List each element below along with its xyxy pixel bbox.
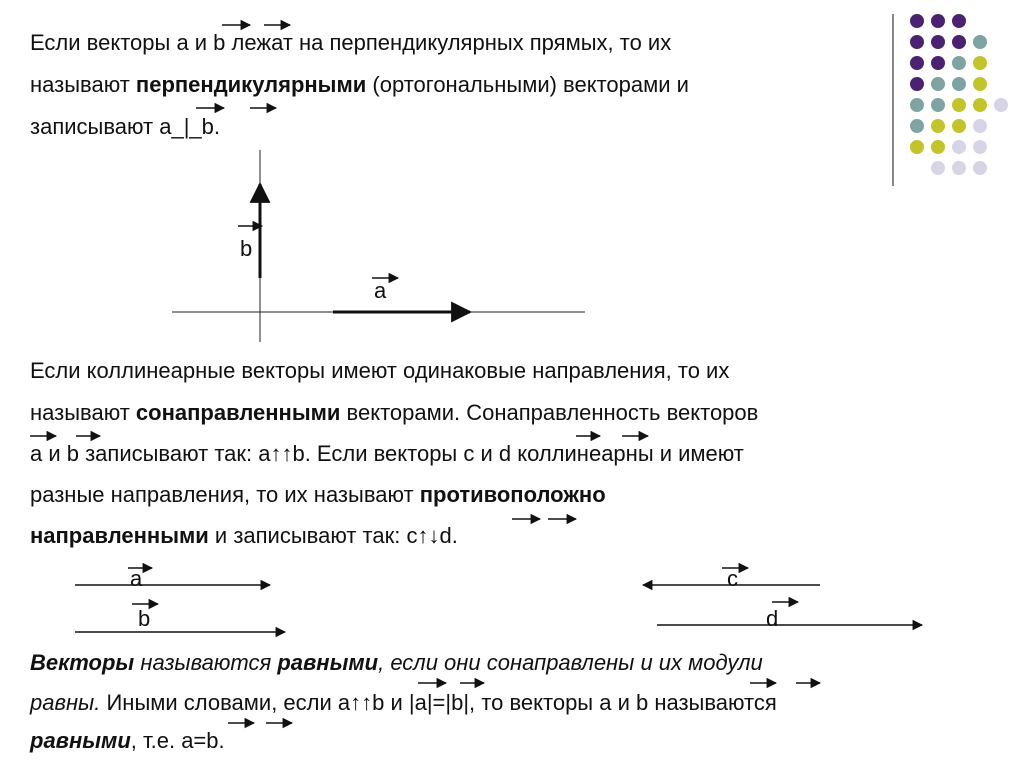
text: и записывают так: c↑↓d. <box>208 523 458 548</box>
text: разные направления, то их называют <box>30 482 420 507</box>
diagram1-label-a: a <box>374 278 387 303</box>
term-codirected: сонаправленными <box>135 400 341 425</box>
text: , если они сонаправлены и их модули <box>378 650 763 675</box>
text: называют <box>30 400 136 425</box>
diagram2-label-b: b <box>138 606 151 631</box>
term-vectors: Векторы <box>30 650 135 675</box>
text: векторами. Сонаправленность векторов <box>340 400 759 425</box>
text: , т.е. a=b. <box>130 728 225 753</box>
diagram2-label-a: a <box>130 566 143 591</box>
diagram1-label-b: b <box>240 236 253 261</box>
text: равны. <box>30 690 101 715</box>
overhead-arrows <box>30 25 820 723</box>
para2-line3: a и b записывают так: a↑↑b. Если векторы c и d коллинеарны и имеют <box>30 441 744 466</box>
diagram2-label-d: d <box>766 606 779 631</box>
text: Иными словами, если a↑↑b и |a|=|b|, то векторы a и b называются <box>100 690 777 715</box>
term-equal-2: равными <box>30 728 131 753</box>
para2-line1: Если коллинеарные векторы имеют одинаковые направления, то их <box>30 358 730 383</box>
diagram2-label-c: c <box>727 566 738 591</box>
text: называют <box>30 72 136 97</box>
term-directed: направленными <box>30 523 209 548</box>
term-equal: равными <box>277 650 379 675</box>
term-perpendicular: перпендикулярными <box>135 72 367 97</box>
text: называются <box>134 650 278 675</box>
text: (ортогональными) векторами и <box>366 72 689 97</box>
para1-line1: Если векторы a и b лежат на перпендикулярных прямых, то их <box>30 30 672 55</box>
term-opposite: противоположно <box>419 482 606 507</box>
para1-line3: записывают a_|_b. <box>30 114 220 139</box>
